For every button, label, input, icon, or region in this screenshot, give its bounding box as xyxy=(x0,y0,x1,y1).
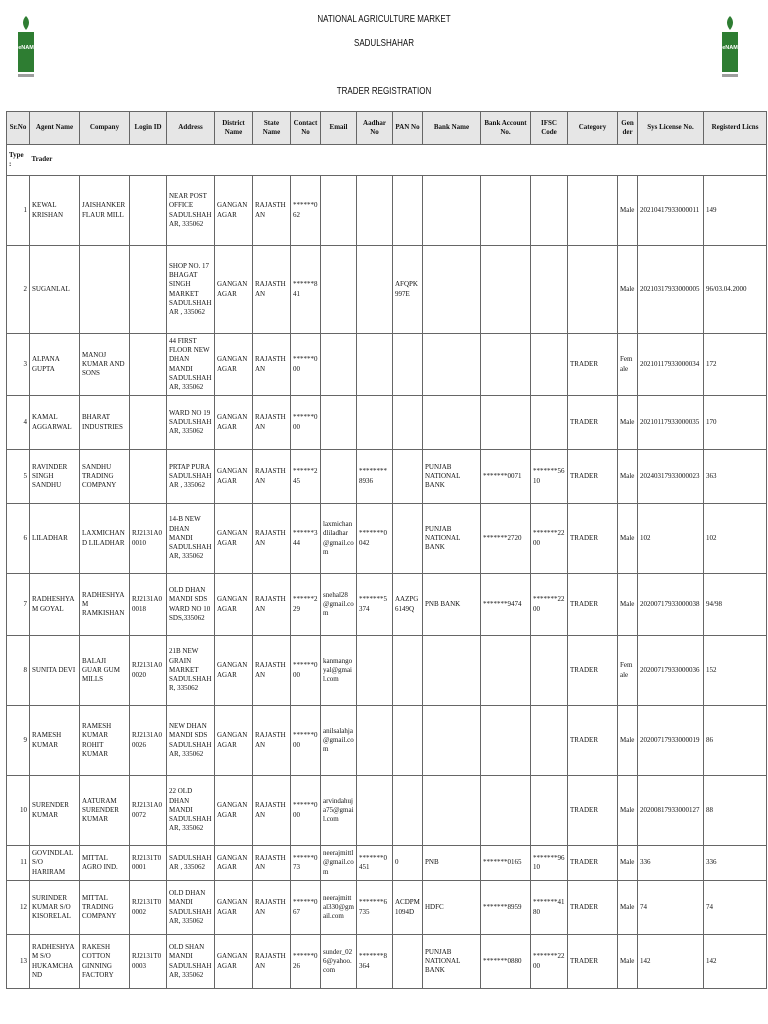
table-cell xyxy=(393,396,423,450)
table-cell: 4 xyxy=(7,396,30,450)
table-cell: RAJASTHAN xyxy=(253,334,291,396)
table-cell: 10 xyxy=(7,776,30,846)
table-cell: 20200717933000038 xyxy=(638,574,704,636)
table-cell: *******2200 xyxy=(531,504,568,574)
table-cell: 142 xyxy=(638,935,704,989)
table-cell: RJ2131T00002 xyxy=(130,881,167,935)
table-cell: NEAR POST OFFICE SADULSHAHAR, 335062 xyxy=(167,176,215,246)
table-cell xyxy=(321,176,357,246)
table-cell: ******000 xyxy=(291,636,321,706)
report-header xyxy=(0,0,768,104)
table-cell xyxy=(531,776,568,846)
column-header: PAN No xyxy=(393,112,423,145)
table-row xyxy=(7,636,767,706)
table-cell: Female xyxy=(618,636,638,706)
column-header: IFSC Code xyxy=(531,112,568,145)
table-cell: *******2720 xyxy=(481,504,531,574)
logo-text: eNAM xyxy=(18,45,34,51)
table-cell: AFQPK997E xyxy=(393,246,423,334)
table-cell: ******062 xyxy=(291,176,321,246)
table-cell: LAXMICHAND LILADHAR xyxy=(80,504,130,574)
table-cell: 1 xyxy=(7,176,30,246)
table-cell xyxy=(357,334,393,396)
table-cell: 170 xyxy=(704,396,767,450)
table-cell: MANOJ KUMAR AND SONS xyxy=(80,334,130,396)
table-cell xyxy=(531,334,568,396)
table-cell: NEW DHAN MANDI SDS SADULSHAHAR, 335062 xyxy=(167,706,215,776)
column-header: Sys License No. xyxy=(638,112,704,145)
table-cell: 6 xyxy=(7,504,30,574)
table-cell xyxy=(481,636,531,706)
table-cell: RADHESHYAM RAMKISHAN xyxy=(80,574,130,636)
table-cell: 13 xyxy=(7,935,30,989)
table-cell: TRADER xyxy=(568,706,618,776)
table-row xyxy=(7,396,767,450)
table-cell: ******000 xyxy=(291,776,321,846)
table-cell: ******000 xyxy=(291,706,321,776)
table-cell: 7 xyxy=(7,574,30,636)
table-cell: KEWAL KRISHAN xyxy=(30,176,80,246)
table-cell: 142 xyxy=(704,935,767,989)
table-cell: KAMAL AGGARWAL xyxy=(30,396,80,450)
table-cell: *******8959 xyxy=(481,881,531,935)
table-cell: AATURAM SURENDER KUMAR xyxy=(80,776,130,846)
table-cell: *******5374 xyxy=(357,574,393,636)
table-cell xyxy=(481,396,531,450)
table-row xyxy=(7,776,767,846)
trader-registration-table xyxy=(6,111,767,989)
table-cell: RAJASTHAN xyxy=(253,504,291,574)
table-cell: LILADHAR xyxy=(30,504,80,574)
table-cell xyxy=(393,504,423,574)
table-cell xyxy=(423,776,481,846)
enam-logo-left xyxy=(18,16,34,80)
table-row xyxy=(7,846,767,881)
table-cell xyxy=(481,176,531,246)
table-cell: *******2200 xyxy=(531,935,568,989)
table-cell: TRADER xyxy=(568,636,618,706)
table-cell: PNB xyxy=(423,846,481,881)
table-cell: RJ2131A00026 xyxy=(130,706,167,776)
table-cell: TRADER xyxy=(568,574,618,636)
table-cell: TRADER xyxy=(568,846,618,881)
column-header: Registerd Licns xyxy=(704,112,767,145)
table-cell: *******0071 xyxy=(481,450,531,504)
table-cell xyxy=(357,396,393,450)
column-header: Bank Account No. xyxy=(481,112,531,145)
table-cell: Male xyxy=(618,846,638,881)
table-cell xyxy=(393,706,423,776)
table-cell xyxy=(321,334,357,396)
table-cell: ******067 xyxy=(291,881,321,935)
table-cell: 0 xyxy=(393,846,423,881)
table-cell: GANGANAGAR xyxy=(215,776,253,846)
table-cell xyxy=(130,334,167,396)
table-cell: 336 xyxy=(704,846,767,881)
table-cell: *******6735 xyxy=(357,881,393,935)
table-cell: kanmangoyal@gmail.com xyxy=(321,636,357,706)
table-cell: 74 xyxy=(704,881,767,935)
table-cell xyxy=(423,636,481,706)
table-cell xyxy=(531,246,568,334)
table-cell: Male xyxy=(618,881,638,935)
table-cell: RAJASTHAN xyxy=(253,881,291,935)
column-header: Address xyxy=(167,112,215,145)
table-cell: 3 xyxy=(7,334,30,396)
table-cell xyxy=(357,246,393,334)
table-cell: TRADER xyxy=(568,935,618,989)
logo-text: eNAM xyxy=(722,45,738,51)
table-row xyxy=(7,450,767,504)
table-cell: GANGANAGAR xyxy=(215,176,253,246)
table-cell: 11 xyxy=(7,846,30,881)
table-cell: ******344 xyxy=(291,504,321,574)
table-cell: MITTAL TRADING COMPANY xyxy=(80,881,130,935)
table-cell: 9 xyxy=(7,706,30,776)
table-cell: OLD DHAN MANDI SADULSHAHAR, 335062 xyxy=(167,881,215,935)
table-cell: ALPANA GUPTA xyxy=(30,334,80,396)
table-row xyxy=(7,706,767,776)
table-cell: GANGANAGAR xyxy=(215,574,253,636)
table-cell: *******9610 xyxy=(531,846,568,881)
table-cell: PRTAP PURA SADULSHAHAR , 335062 xyxy=(167,450,215,504)
table-cell xyxy=(393,636,423,706)
table-cell: ACDPM1094D xyxy=(393,881,423,935)
table-cell: TRADER xyxy=(568,504,618,574)
table-cell xyxy=(357,776,393,846)
table-cell: PUNJAB NATIONAL BANK xyxy=(423,935,481,989)
table-cell: SURINDER KUMAR S/O KISORELAL xyxy=(30,881,80,935)
table-cell: GANGANAGAR xyxy=(215,706,253,776)
table-cell: ******245 xyxy=(291,450,321,504)
table-cell: RAJASTHAN xyxy=(253,450,291,504)
table-cell xyxy=(130,176,167,246)
table-cell: 74 xyxy=(638,881,704,935)
table-cell: Female xyxy=(618,334,638,396)
table-cell: Male xyxy=(618,450,638,504)
column-header: District Name xyxy=(215,112,253,145)
table-cell xyxy=(130,450,167,504)
table-cell: 20240317933000023 xyxy=(638,450,704,504)
table-cell: TRADER xyxy=(568,334,618,396)
table-cell: 20210117933000035 xyxy=(638,396,704,450)
table-cell: ********8936 xyxy=(357,450,393,504)
table-cell: AAZPG6149Q xyxy=(393,574,423,636)
table-cell: 21B NEW GRAIN MARKET SADULSHAHR, 335062 xyxy=(167,636,215,706)
table-row xyxy=(7,334,767,396)
table-cell: 12 xyxy=(7,881,30,935)
table-cell: 149 xyxy=(704,176,767,246)
table-cell xyxy=(481,776,531,846)
table-cell: TRADER xyxy=(568,396,618,450)
table-cell: *******9474 xyxy=(481,574,531,636)
table-cell: 20200717933000019 xyxy=(638,706,704,776)
table-cell: GANGANAGAR xyxy=(215,636,253,706)
table-cell xyxy=(423,176,481,246)
table-cell xyxy=(393,776,423,846)
table-cell: 96/03.04.2000 xyxy=(704,246,767,334)
type-value: Trader xyxy=(30,145,767,176)
table-cell: Male xyxy=(618,176,638,246)
market-location: SADULSHAHAR xyxy=(353,38,415,49)
table-cell: *******0451 xyxy=(357,846,393,881)
table-cell: *******0042 xyxy=(357,504,393,574)
table-cell: BHARAT INDUSTRIES xyxy=(80,396,130,450)
table-cell xyxy=(531,636,568,706)
column-header: Aadhar No xyxy=(357,112,393,145)
table-cell: SUNITA DEVI xyxy=(30,636,80,706)
table-cell: laxmichandliladhar@gmail.com xyxy=(321,504,357,574)
table-cell: RAJASTHAN xyxy=(253,246,291,334)
table-cell: RJ2131T00003 xyxy=(130,935,167,989)
table-cell: GANGANAGAR xyxy=(215,396,253,450)
table-cell: TRADER xyxy=(568,776,618,846)
column-header: Email xyxy=(321,112,357,145)
table-cell: anilsalahja@gmail.com xyxy=(321,706,357,776)
table-cell xyxy=(321,450,357,504)
table-cell: 86 xyxy=(704,706,767,776)
table-cell: 88 xyxy=(704,776,767,846)
column-header: State Name xyxy=(253,112,291,145)
table-cell: RJ2131A00020 xyxy=(130,636,167,706)
table-cell: 20210417933000011 xyxy=(638,176,704,246)
table-cell xyxy=(423,334,481,396)
table-cell xyxy=(393,935,423,989)
type-label: Type : xyxy=(7,145,30,176)
table-cell: 102 xyxy=(638,504,704,574)
table-cell: 20210317933000005 xyxy=(638,246,704,334)
column-header: Company xyxy=(80,112,130,145)
table-cell: *******2200 xyxy=(531,574,568,636)
table-cell: RADHESHYAM GOYAL xyxy=(30,574,80,636)
table-cell: RJ2131A00018 xyxy=(130,574,167,636)
table-cell xyxy=(357,636,393,706)
table-cell: Male xyxy=(618,706,638,776)
column-header: Agent Name xyxy=(30,112,80,145)
table-cell: arvindahuja75@gmail.com xyxy=(321,776,357,846)
table-cell: OLD DHAN MANDI SDS WARD NO 10 SDS,335062 xyxy=(167,574,215,636)
table-cell: *******0165 xyxy=(481,846,531,881)
table-cell xyxy=(80,246,130,334)
table-cell: GANGANAGAR xyxy=(215,935,253,989)
table-cell: RAJASTHAN xyxy=(253,935,291,989)
table-cell: 20200817933000127 xyxy=(638,776,704,846)
table-cell: Male xyxy=(618,504,638,574)
table-cell xyxy=(357,176,393,246)
table-cell xyxy=(531,176,568,246)
table-row xyxy=(7,246,767,334)
column-header: Bank Name xyxy=(423,112,481,145)
table-cell: *******0880 xyxy=(481,935,531,989)
table-cell: *******4180 xyxy=(531,881,568,935)
table-row xyxy=(7,176,767,246)
table-cell: *******8364 xyxy=(357,935,393,989)
table-cell: snehal28@gmail.com xyxy=(321,574,357,636)
type-row xyxy=(7,145,767,176)
table-cell: Male xyxy=(618,776,638,846)
table-cell: PUNJAB NATIONAL BANK xyxy=(423,450,481,504)
table-cell: RAJASTHAN xyxy=(253,776,291,846)
table-cell: GANGANAGAR xyxy=(215,881,253,935)
table-cell: 152 xyxy=(704,636,767,706)
table-cell xyxy=(481,246,531,334)
table-cell: RJ2131T00001 xyxy=(130,846,167,881)
table-cell: 14-B NEW DHAN MANDI SADULSHAHAR, 335062 xyxy=(167,504,215,574)
table-cell: SHOP NO. 17 BHAGAT SINGH MARKET SADULSHAHAR , 335062 xyxy=(167,246,215,334)
table-cell xyxy=(481,334,531,396)
table-cell: 172 xyxy=(704,334,767,396)
table-cell: Male xyxy=(618,935,638,989)
table-cell: 22 OLD DHAN MANDI SADULSHAHAR, 335062 xyxy=(167,776,215,846)
table-header-row xyxy=(7,112,767,145)
table-cell: WARD NO 19 SADULSHAHAR, 335062 xyxy=(167,396,215,450)
table-cell: 336 xyxy=(638,846,704,881)
table-cell: OLD SHAN MANDI SADULSHAHAR, 335062 xyxy=(167,935,215,989)
table-cell xyxy=(568,246,618,334)
table-cell: sunder_026@yahoo.com xyxy=(321,935,357,989)
table-cell: RAJASTHAN xyxy=(253,846,291,881)
table-row xyxy=(7,881,767,935)
table-cell xyxy=(393,176,423,246)
table-cell xyxy=(531,396,568,450)
table-cell xyxy=(393,334,423,396)
table-cell: 94/98 xyxy=(704,574,767,636)
table-cell: 2 xyxy=(7,246,30,334)
table-cell xyxy=(130,396,167,450)
column-header: Category xyxy=(568,112,618,145)
table-cell xyxy=(357,706,393,776)
table-cell: *******5610 xyxy=(531,450,568,504)
table-row xyxy=(7,574,767,636)
table-cell xyxy=(531,706,568,776)
table-cell: PUNJAB NATIONAL BANK xyxy=(423,504,481,574)
table-cell: GANGANAGAR xyxy=(215,450,253,504)
table-cell: HDFC xyxy=(423,881,481,935)
table-cell: ******073 xyxy=(291,846,321,881)
column-header: Gender xyxy=(618,112,638,145)
table-cell: RAVINDER SINGH SANDHU xyxy=(30,450,80,504)
table-cell: JAISHANKER FLAUR MILL xyxy=(80,176,130,246)
table-cell xyxy=(423,396,481,450)
table-cell: GANGANAGAR xyxy=(215,246,253,334)
table-cell: ******000 xyxy=(291,396,321,450)
table-cell xyxy=(393,450,423,504)
table-cell xyxy=(423,706,481,776)
table-cell: 5 xyxy=(7,450,30,504)
table-cell: RAMESH KUMAR xyxy=(30,706,80,776)
table-cell: 44 FIRST FLOOR NEW DHAN MANDI SADULSHAHAR, 335062 xyxy=(167,334,215,396)
table-cell: 363 xyxy=(704,450,767,504)
table-cell: RAMESH KUMAR ROHIT KUMAR xyxy=(80,706,130,776)
table-cell: SURENDER KUMAR xyxy=(30,776,80,846)
table-cell: Male xyxy=(618,246,638,334)
table-cell: ******026 xyxy=(291,935,321,989)
table-cell: ******841 xyxy=(291,246,321,334)
table-cell: 20200717933000036 xyxy=(638,636,704,706)
table-cell: Male xyxy=(618,574,638,636)
table-cell: SANDHU TRADING COMPANY xyxy=(80,450,130,504)
column-header: Sr.No xyxy=(7,112,30,145)
table-cell xyxy=(423,246,481,334)
table-cell: RAJASTHAN xyxy=(253,706,291,776)
table-cell xyxy=(321,396,357,450)
table-cell: TRADER xyxy=(568,881,618,935)
table-cell: neerajmittal330@gmail.com xyxy=(321,881,357,935)
table-cell: RAJASTHAN xyxy=(253,396,291,450)
table-cell: GOVINDLAL S/O HARIRAM xyxy=(30,846,80,881)
table-cell xyxy=(568,176,618,246)
table-cell: GANGANAGAR xyxy=(215,334,253,396)
table-cell: ******000 xyxy=(291,334,321,396)
table-cell: PNB BANK xyxy=(423,574,481,636)
table-cell xyxy=(481,706,531,776)
table-cell: RAJASTHAN xyxy=(253,176,291,246)
report-title: TRADER REGISTRATION xyxy=(336,86,432,97)
table-row xyxy=(7,504,767,574)
table-cell: ******229 xyxy=(291,574,321,636)
leaf-icon xyxy=(726,16,734,30)
table-cell: 102 xyxy=(704,504,767,574)
table-row xyxy=(7,935,767,989)
table-cell: BALAJI GUAR GUM MILLS xyxy=(80,636,130,706)
table-cell: TRADER xyxy=(568,450,618,504)
column-header: Contact No xyxy=(291,112,321,145)
table-cell: GANGANAGAR xyxy=(215,846,253,881)
table-cell: RAJASTHAN xyxy=(253,636,291,706)
table-cell: RJ2131A00072 xyxy=(130,776,167,846)
leaf-icon xyxy=(22,16,30,30)
table-cell: 20210117933000034 xyxy=(638,334,704,396)
enam-logo-right xyxy=(722,16,738,80)
table-cell: RAJASTHAN xyxy=(253,574,291,636)
table-cell: neerajmittl@gmail.com xyxy=(321,846,357,881)
table-cell: GANGANAGAR xyxy=(215,504,253,574)
table-cell: SUGANLAL xyxy=(30,246,80,334)
table-cell: Male xyxy=(618,396,638,450)
table-cell: RJ2131A00010 xyxy=(130,504,167,574)
table-cell xyxy=(130,246,167,334)
market-title: NATIONAL AGRICULTURE MARKET xyxy=(317,14,451,25)
table-cell xyxy=(321,246,357,334)
table-cell: 8 xyxy=(7,636,30,706)
table-cell: RADHESHYAM S/O HUKAMCHAND xyxy=(30,935,80,989)
column-header: Login ID xyxy=(130,112,167,145)
table-cell: SADULSHAHAR , 335062 xyxy=(167,846,215,881)
table-cell: MITTAL AGRO IND. xyxy=(80,846,130,881)
table-cell: RAKESH COTTON GINNING FACTORY xyxy=(80,935,130,989)
